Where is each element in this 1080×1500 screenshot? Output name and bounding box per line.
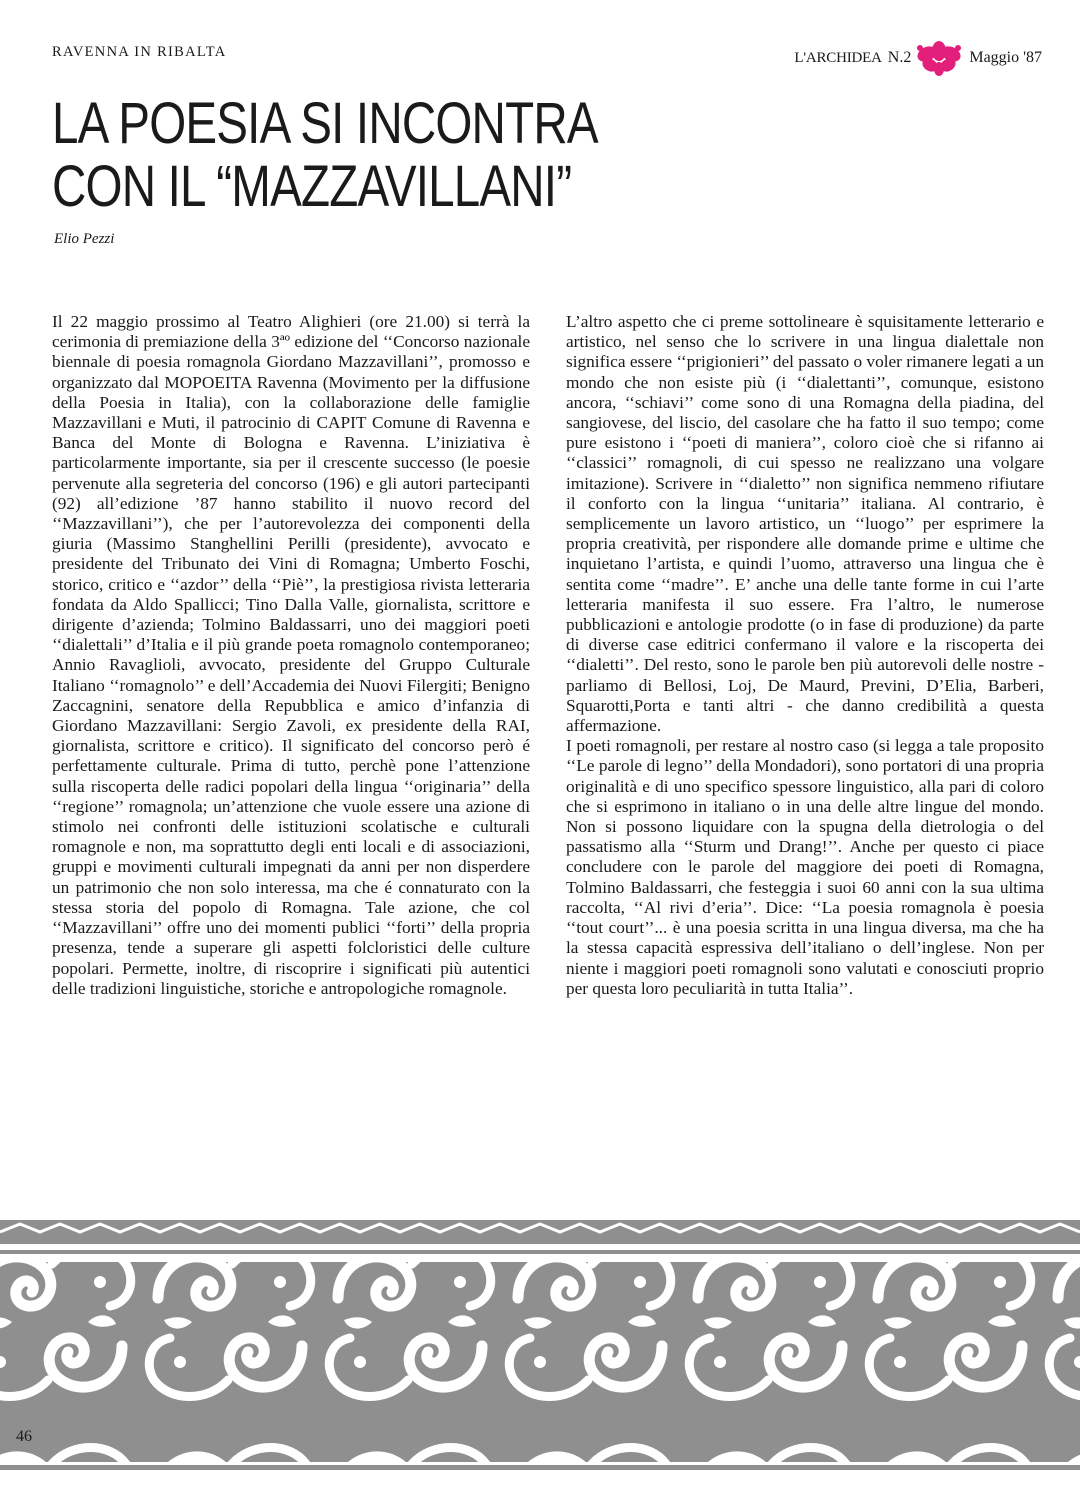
paragraph: I poeti romagnoli, per restare al nostro caso (si legga a tale proposito ‘‘Le parole di legno’’ della Mondadori), sono portatori di una propria originalità e di uno specifico spessore linguistico, alla pari di coloro che si esprimono in italiano o in una delle altre lingue del mondo. Non si possono liquidare con la spugna della dietrologia o del passatismo alla ‘‘Sturm und Drang!’’. Anche per questo ci piace concludere con le parole del maggiore dei poeti di Romagna, Tolmino Baldassarri, che festeggia i suoi 60 anni con la sua ultima raccolta, ‘‘Al rivi d’eria’’. Dice: ‘‘La poesia romagnola è poesia ‘‘tout court’’... è una poesia scritta in una lingua diversa, ma che ha la stessa capacità espressiva dell’italiano o dell’inglese. Non per niente i maggiori poeti romagnoli sono valutati e conosciuti proprio per questa loro peculiarità in tutta Italia’’. [566,736,1044,998]
orchid-flower-icon [914,39,964,77]
title-line-1: LA POESIA SI INCONTRA [52,91,598,156]
magazine-name: L'ARCHIDEA [794,49,882,66]
magazine-masthead [752,38,1042,78]
paragraph: L’altro aspetto che ci preme sottolineare è squisitamente letterario e artistico, nel senso che lo scrivere in una lingua dialettale non significa essere ‘‘prigionieri’’ del passato o voler rimanere legati a un mondo che non esiste più (i ‘‘dialettanti’’, comunque, esistono ancora, ‘‘schiavi’’ come sono di una Romagna della piadina, del sangiovese, del liscio, del casolare che ha fatto il suo tempo; come pure esistono i ‘‘poeti di maniera’’, coloro cioè che si rifanno ai ‘‘classici’’ romagnoli, di cui spesso ne realizzano una volgare imitazione). Scrivere in ‘‘dialetto’’ non significa nemmeno rifiutare il conforto con la lingua ‘‘unitaria’’ italiana. Al contrario, è semplicemente un lavoro artistico, un ‘‘luogo’’ per esprimere la propria creatività, per rispondere alle domande prime e ultime che inquietano l’artista, e quindi l’uomo, attraverso una lingua che è sentita come ‘‘madre’’. E’ anche una delle tante forme in cui l’arte letteraria manifesta il suo essere. Fra l’altro, le numerose pubblicazioni e antologie prodotte (o in fase di produzione) da parte di diverse case editrici confermano il valore e la riscoperta dei ‘‘dialetti’’. Del resto, sono le parole ben più autorevoli delle nostre - parliamo di Bellosi, Loj, De Maurd, Previni, D’Elia, Barberi, Squarotti,Porta e tanti altri - che danno credibilità a questa affermazione. [566,312,1044,736]
page-number: 46 [16,1428,32,1445]
section-label: RAVENNA IN RIBALTA [52,44,227,60]
ornamental-scroll-border-icon [0,1220,1080,1475]
article-column-right [566,312,1044,999]
title-line-2: CON IL “MAZZAVILLANI” [52,154,572,219]
paragraph: Il 22 maggio prossimo al Teatro Alighieri (ore 21.00) si terrà la cerimonia di premiazione della 3ªº edizione del ‘‘Concorso nazionale biennale di poesia romagnola Giordano Mazzavillani’’, promosso e organizzato dal MOPOEITA Ravenna (Movimento per la diffusione della Poesia in Italia), con la collaborazione delle famiglie Mazzavillani e Muti, il patrocinio di CAPIT Comune di Ravenna e Banca del Monte di Bologna e Ravenna. L’iniziativa è particolarmente importante, sia per il crescente successo (le poesie pervenute alla segreteria del concorso (196) e gli autori partecipanti (92) all’edizione ’87 hanno stabilito il nuovo record del ‘‘Mazzavillani’’), che per l’autorevolezza dei componenti della giuria (Massimo Stanghellini Perilli (presidente), avvocato e presidente del Tribunato dei Vini di Romagna; Umberto Foschi, storico, critico e ‘‘azdor’’ della ‘‘Piè’’, la prestigiosa rivista letteraria fondata da Aldo Spallicci; Tino Dalla Valle, giornalista, scrittore e dirigente d’azienda; Tolmino Baldassarri, uno dei maggiori poeti ‘‘dialettali’’ d’Italia e il più grande poeta romagnolo contemporaneo; Annio Ravaglioli, avvocato, presidente del Gruppo Culturale Italiano ‘‘romagnolo’’ e dell’Accademia dei Nuovi Filergiti; Benigno Zaccagnini, senatore della Repubblica e amico d’infanzia di Giordano Mazzavillani: Sergio Zavoli, ex presidente della RAI, giornalista, scrittore e critico). Il significato del concorso però é perfettamente culturale. Prima di tutto, perchè pone l’attenzione sulla riscoperta delle radici popolari della lingua ‘‘originaria’’ della ‘‘regione’’ romagnola; un’attenzione che vuole essere una azione di stimolo nei confronti delle istituzioni scolatische e culturali romagnole e non, ma soprattutto degli enti locali e di associazioni, gruppi e movimenti culturali impegnati da anni per non disperdere un patrimonio che non solo interessa, ma che é connaturato con la stessa storia del popolo di Romagna. Tale azione, che col ‘‘Mazzavillani’’ offre uno dei momenti publici ‘‘forti’’ della propria presenza, tende a superare gli aspetti folcloristici delle culture popolari. Permette, inoltre, di riscoprire i significati più autentici delle tradizioni linguistiche, storiche e antropologiche romagnole. [52,312,530,998]
article-title [52,92,598,218]
author-byline: Elio Pezzi [54,231,115,247]
issue-date: Maggio '87 [969,49,1042,66]
issue-number: N.2 [887,49,912,66]
article-column-left [52,312,530,999]
